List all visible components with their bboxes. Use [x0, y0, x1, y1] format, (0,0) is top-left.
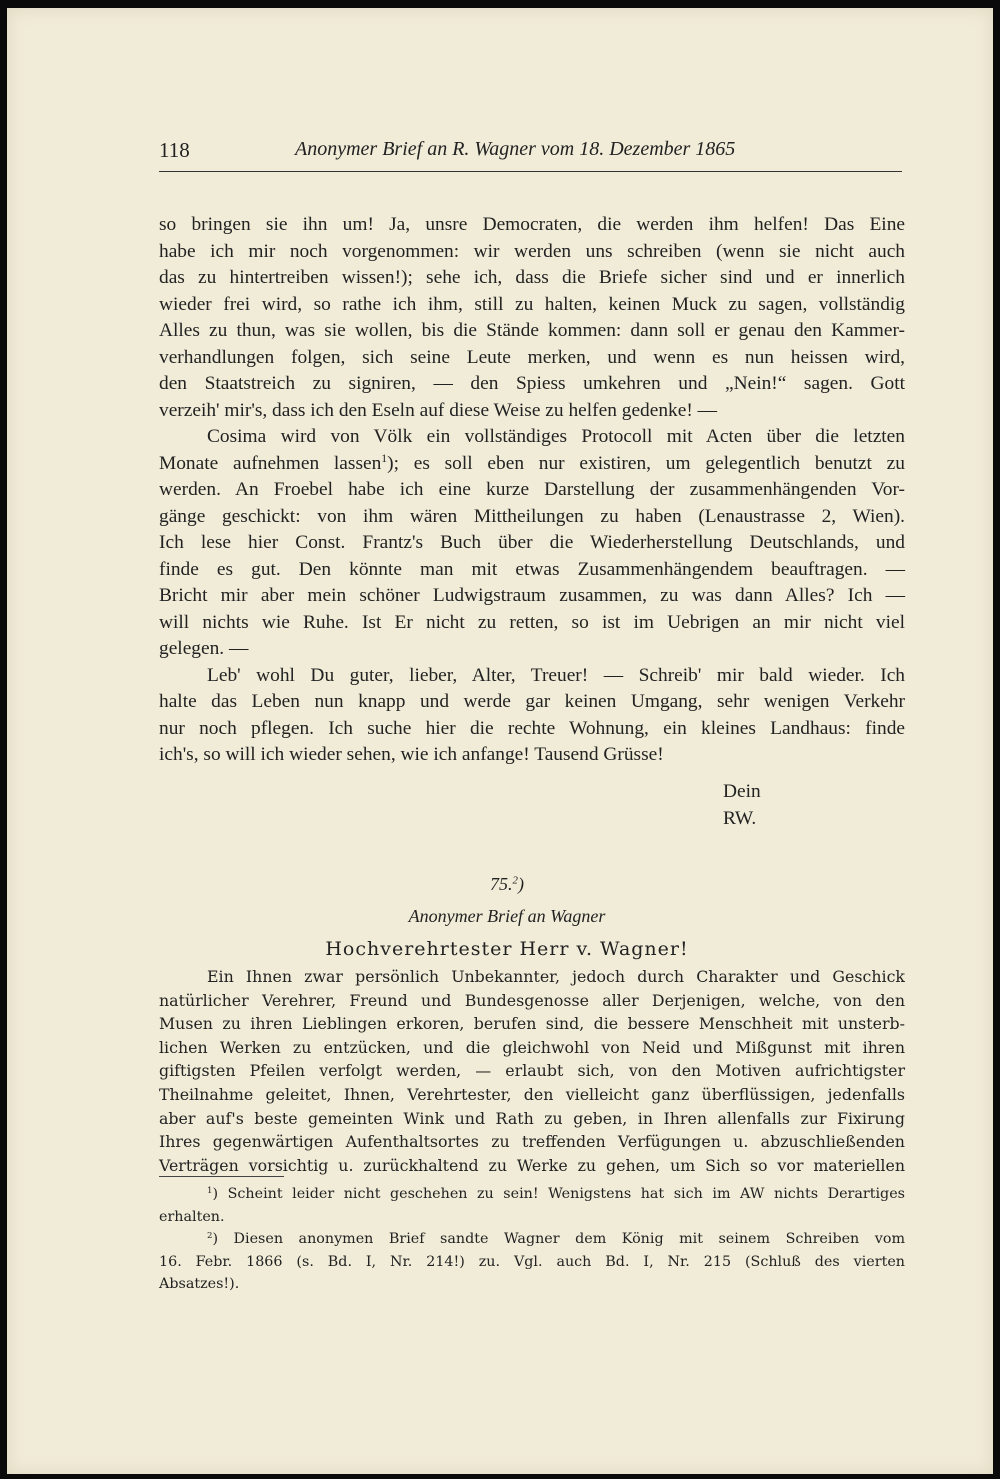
text-line: Alles zu thun, was sie wollen, bis die Stände kommen: dann soll er genau den Kammer-: [159, 320, 905, 341]
text-line: gelegen. —: [159, 638, 249, 659]
footnote-ref: 1: [381, 451, 388, 465]
text-line: gänge geschickt: von ihm wären Mittheilungen zu haben (Lenaustrasse 2, Wien).: [159, 505, 905, 527]
footnote-ref: 2: [512, 874, 518, 887]
text-line: wieder frei wird, so rathe ich ihm, still zu halten, keinen Muck zu sagen, vollständig: [159, 293, 905, 315]
item-number: 75.$^2$): [490, 874, 524, 894]
footnote-mark: 1: [207, 1185, 213, 1196]
text-line: habe ich mir noch vorgenommen: wir werden uns schreiben (wenn sie nicht auch: [159, 240, 905, 262]
text-line: verzeih' mir's, dass ich den Eseln auf diese Weise zu helfen gedenke! —: [159, 399, 718, 421]
text-line: werden. An Froebel habe ich eine kurze Darstellung der zusammenhängenden Vor-: [159, 479, 905, 500]
footnote-2: $^2$) Diesen anonymen Brief sandte Wagner dem König mit seinem Schreiben vom: [207, 1230, 905, 1247]
text-fragment: Monate aufnehmen lassen: [159, 452, 382, 474]
page-number: 118: [159, 138, 190, 162]
text-line: verhandlungen folgen, sich seine Leute merken, und wenn es nun heissen wird,: [159, 346, 905, 368]
text-line: Ein Ihnen zwar persönlich Unbekannter, jedoch durch Charakter und Geschick: [207, 967, 905, 986]
item-number-text: 75.: [490, 874, 513, 894]
text-line: den Staatstreich zu signiren, — den Spiess umkehren und „Nein!“ sagen. Gott: [159, 373, 905, 394]
text-line: lichen Werken zu entzücken, und die gleichwohl von Neid und Mißgunst mit ihren: [159, 1037, 905, 1057]
salutation: Hochverehrtester Herr v. Wagner!: [325, 938, 689, 960]
footnote-text: Scheint leider nicht geschehen zu sein! Wenigstens hat sich im AW nichts Derartiges: [227, 1186, 906, 1202]
footnote-mark: 2: [207, 1230, 213, 1241]
footnote-text: Diesen anonymen Brief sandte Wagner dem König mit seinem Schreiben vom: [233, 1231, 905, 1247]
footnote-line: 16. Febr. 1866 (s. Bd. I, Nr. 214!) zu. Vgl. auch Bd. I, Nr. 215 (Schluß des vierten: [159, 1253, 905, 1270]
text-line: nur noch pflegen. Ich suche hier die rechte Wohnung, ein kleines Landhaus: finde: [159, 717, 905, 739]
text-line: Musen zu ihren Lieblingen erkoren, berufen sind, die bessere Menschheit mit unsterb-: [159, 1014, 905, 1034]
footnote-1: $^1$) Scheint leider nicht geschehen zu sein! Wenigstens hat sich im AW nichts Derartiges: [207, 1185, 906, 1202]
text-line: halte das Leben nun knapp und werde gar keinen Umgang, sehr wenigen Verkehr: [159, 691, 905, 712]
text-line: will nichts wie Ruhe. Ist Er nicht zu retten, so ist im Uebrigen an mir nicht viel: [159, 611, 905, 633]
text-fragment: ); es soll eben nur existiren, um gelegentlich benutzt zu: [387, 452, 905, 474]
running-title: Anonymer Brief an R. Wagner vom 18. Dezember 1865: [295, 138, 736, 160]
text-line: Leb' wohl Du guter, lieber, Alter, Treuer! — Schreib' mir bald wieder. Ich: [207, 664, 905, 686]
footnote-rule: [159, 1176, 284, 1177]
header-rule: [159, 171, 902, 172]
footnote-line: Absatzes!).: [159, 1276, 240, 1292]
text-line: [159, 451, 905, 478]
text-line: Ich lese hier Const. Frantz's Buch über die Wiederherstellung Deutschlands, und: [159, 532, 905, 553]
text-line: giftigsten Pfeilen verfolgt werden, — erlaubt sich, von den Motiven aufrichtigster: [159, 1061, 905, 1081]
text-line: aber auf's beste gemeinten Wink und Rath zu geben, in Ihren allenfalls zur Fixirung: [159, 1108, 905, 1128]
anonymous-letter-text: [159, 965, 905, 1177]
book-page: [7, 8, 993, 1474]
text-line: finde es gut. Den könnte man mit etwas Zusammenhängendem beauftragen. —: [159, 558, 905, 580]
signature-dein: Dein: [723, 781, 761, 802]
text-line: ich's, so will ich wieder sehen, wie ich anfange! Tausend Grüsse!: [159, 744, 664, 765]
letter-text: [159, 212, 905, 769]
text-line: das zu hintertreiben wissen!); sehe ich, dass die Briefe sicher sind und er innerlich: [159, 267, 905, 288]
signature-rw: RW.: [723, 808, 757, 829]
text-line: Verträgen vorsichtig u. zurückhaltend zu Werke zu gehen, um Sich so vor materiellen: [159, 1155, 905, 1175]
text-line: Ihres gegenwärtigen Aufenthaltsortes zu treffenden Verfügungen u. abzuschließenden: [159, 1132, 905, 1152]
footnote-line: erhalten.: [159, 1208, 225, 1225]
text-line: Cosima wird von Völk ein vollständiges Protocoll mit Acten über die letzten: [207, 426, 905, 447]
text-line: Bricht mir aber mein schöner Ludwigstraum zusammen, zu was dann Alles? Ich —: [159, 585, 905, 606]
item-title: Anonymer Brief an Wagner: [408, 906, 606, 926]
text-line: so bringen sie ihn um! Ja, unsre Democraten, die werden ihm helfen! Das Eine: [159, 214, 905, 235]
text-line: Theilnahme geleitet, Ihnen, Verehrtester, den vielleicht ganz überflüssigen, jedenfalls: [159, 1084, 905, 1104]
footnotes: [159, 1183, 905, 1296]
text-line: natürlicher Verehrer, Freund und Bundesgenosse aller Derjenigen, welche, von den: [159, 990, 905, 1010]
